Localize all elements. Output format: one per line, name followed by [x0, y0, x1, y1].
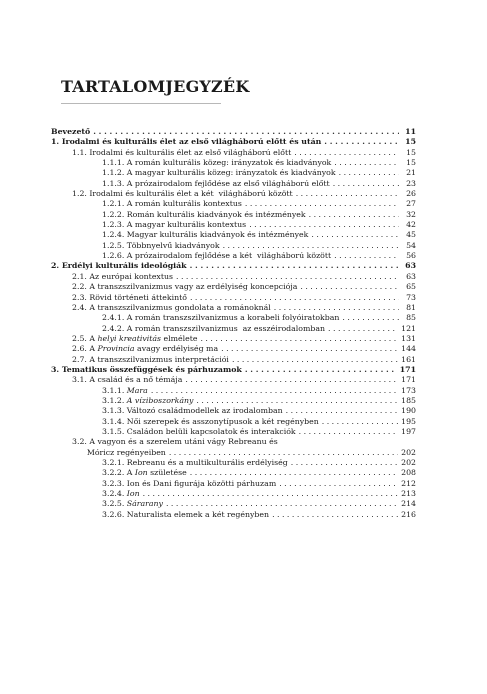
toc-leader-dots: [299, 427, 398, 437]
toc-entry[interactable]: [51, 127, 416, 137]
toc-page-number: 202: [401, 447, 416, 457]
toc-entry-title: [102, 386, 148, 396]
toc-entry-title-part: 3.1.2.: [102, 395, 127, 405]
toc-leader-dots: [190, 293, 399, 303]
toc-entry-title: 2.3. Rövid történeti áttekintő: [72, 292, 187, 302]
toc-page-number: 185: [401, 395, 416, 405]
toc-entry[interactable]: [51, 499, 416, 509]
toc-page-number: 213: [401, 489, 416, 499]
toc-entry[interactable]: [51, 324, 416, 334]
toc-entry-title: 2.2. A transzszilvanizmus vagy az erdélyiség koncepciója: [72, 282, 298, 292]
toc-entry[interactable]: [51, 510, 416, 520]
toc-entry-title-italic: Provincia: [97, 344, 135, 354]
toc-page-number: 85: [406, 313, 416, 323]
toc-entry-title-part: 3.2.2. A: [102, 468, 135, 478]
toc-leader-dots: [339, 168, 399, 178]
toc-entry-title-italic: helyi kreativitás: [97, 333, 161, 343]
toc-entry[interactable]: [51, 479, 416, 489]
toc-page-number: 144: [401, 344, 416, 354]
toc-entry-title: 1.2.6. A prózairodalom fejlődése a két világháború között: [102, 251, 332, 261]
toc-leader-dots: [274, 303, 399, 313]
toc-entry-title-italic: A víziboszorkány: [126, 395, 194, 405]
toc-entry[interactable]: [51, 137, 416, 147]
toc-page-number: 56: [406, 251, 416, 261]
toc-entry-title-italic: Sárarany: [126, 499, 163, 509]
toc-leader-dots: [309, 210, 399, 220]
toc-entry-title: [72, 334, 197, 344]
toc-entry[interactable]: [51, 406, 416, 416]
toc-leader-dots: [245, 199, 399, 209]
toc-entry-title: 3. Tematikus összefüggések és párhuzamok: [51, 364, 242, 374]
toc-entry[interactable]: [51, 230, 416, 240]
toc-entry-title: 3.1. A család és a nő témája: [72, 375, 183, 385]
toc-entry-title: 2. Erdélyi kulturális ideológiák: [51, 261, 187, 271]
toc-leader-dots: [279, 479, 398, 489]
toc-page-number: 73: [406, 292, 416, 302]
toc-entry-title: [102, 489, 140, 499]
toc-leader-dots: [232, 355, 398, 365]
toc-entry-title: 1.2.2. Román kulturális kiadványok és intézmények: [102, 209, 306, 219]
toc-leader-dots: [166, 499, 398, 509]
toc-leader-dots: [190, 261, 399, 271]
toc-leader-dots: [176, 272, 399, 282]
toc-page-number: 23: [406, 178, 416, 188]
toc-entry[interactable]: [51, 417, 416, 427]
toc-entry[interactable]: [51, 220, 416, 230]
toc-page-number: 45: [406, 230, 416, 240]
toc-leader-dots: [334, 251, 399, 261]
toc-leader-dots: [151, 386, 398, 396]
toc-entry[interactable]: [51, 282, 416, 292]
toc-page-number: 212: [401, 478, 416, 488]
toc-entry-title-italic: Ion: [126, 489, 140, 499]
toc-entry-title-part: 2.6. A: [72, 344, 98, 354]
toc-entry-title-part: 2.5. A: [72, 333, 98, 343]
toc-leader-dots: [196, 396, 398, 406]
toc-entry-title: 2.4.2. A román transzszilvanizmus az esszéirodalomban: [102, 323, 326, 333]
toc-leader-dots: [272, 510, 398, 520]
toc-entry-title: 1.2.5. Többnyelvű kiadványok: [102, 240, 220, 250]
toc-leader-dots: [324, 137, 399, 147]
toc-entry[interactable]: [51, 241, 416, 251]
title-divider: [61, 103, 221, 104]
toc-page-number: 15: [406, 158, 416, 168]
toc-leader-dots: [294, 148, 399, 158]
toc-page-number: 131: [401, 333, 416, 343]
toc-entry-title: 1.1.1. A román kulturális közeg: irányzatok és kiadványok: [102, 158, 332, 168]
toc-leader-dots: [143, 489, 399, 499]
toc-leader-dots: [169, 448, 398, 458]
toc-entry[interactable]: [51, 158, 416, 168]
toc-page-number: 216: [401, 509, 416, 519]
toc-entry-title: 2.7. A transzszilvanizmus interpretációi: [72, 354, 229, 364]
toc-leader-dots: [311, 230, 399, 240]
toc-entry-title: [72, 344, 218, 354]
toc-page-number: 65: [406, 282, 416, 292]
toc-leader-dots: [300, 282, 399, 292]
toc-entry-title-part: avagy erdélyiség ma: [134, 344, 219, 354]
toc-entry[interactable]: [51, 272, 416, 282]
toc-leader-dots: [334, 158, 399, 168]
toc-entry[interactable]: [51, 148, 416, 158]
page-title: TARTALOMJEGYZÉK: [61, 77, 250, 96]
toc-leader-dots: [221, 344, 398, 354]
toc-page-number: 27: [406, 199, 416, 209]
toc-page-number: 42: [406, 220, 416, 230]
toc-entry[interactable]: [51, 375, 416, 385]
toc-entry-title: 3.2.6. Naturalista elemek a két regényben: [102, 509, 270, 519]
toc-page-number: 32: [406, 209, 416, 219]
toc-page-number: 63: [405, 261, 416, 271]
toc-entry[interactable]: [51, 168, 416, 178]
toc-entry-title-italic: Mara: [126, 385, 148, 395]
toc-page-number: 15: [406, 147, 416, 157]
toc-entry[interactable]: [51, 386, 416, 396]
toc-page-number: 173: [401, 385, 416, 395]
toc-leader-dots: [296, 189, 399, 199]
toc-entry[interactable]: [51, 458, 416, 468]
toc-entry-title: 1.2.4. Magyar kulturális kiadványok és intézmények: [102, 230, 309, 240]
toc-page-number: 208: [401, 468, 416, 478]
toc-leader-dots: [342, 313, 399, 323]
toc-entry-title: [102, 396, 193, 406]
toc-entry-title: 1.1.3. A prózairodalom fejlődése az első világháború előtt: [102, 178, 330, 188]
toc-leader-dots: [245, 365, 397, 375]
toc-entry[interactable]: [51, 303, 416, 313]
toc-entry[interactable]: [51, 468, 416, 478]
toc-entry[interactable]: [51, 189, 416, 199]
toc-entry[interactable]: [51, 427, 416, 437]
toc-entry-title: 3.1.3. Változó családmodellek az irodalomban: [102, 406, 283, 416]
toc-page-number: 54: [406, 240, 416, 250]
toc-leader-dots: [286, 406, 398, 416]
table-of-contents: [51, 127, 416, 520]
toc-entry-title: [102, 499, 163, 509]
toc-leader-dots: [328, 324, 398, 334]
toc-entry-title-part: elmélete: [161, 333, 198, 343]
toc-entry[interactable]: [51, 293, 416, 303]
toc-page-number: 26: [406, 189, 416, 199]
toc-entry-title: 1.2.3. A magyar kulturális kontextus: [102, 220, 247, 230]
toc-page-number: 21: [406, 168, 416, 178]
toc-page-number: 81: [406, 302, 416, 312]
toc-page-number: 171: [399, 364, 416, 374]
toc-entry-title: 2.4.1. A román transzszilvanizmus a korabeli folyóiratokban: [102, 313, 340, 323]
toc-page-number: 121: [401, 323, 416, 333]
toc-page-number: 15: [405, 137, 416, 147]
toc-entry[interactable]: [51, 437, 416, 447]
toc-page-number: 171: [401, 375, 416, 385]
toc-entry[interactable]: [51, 199, 416, 209]
toc-entry-title: 1.2. Irodalmi és kulturális élet a két világháború között: [72, 189, 293, 199]
toc-entry-title: Bevezető: [51, 127, 91, 136]
toc-entry[interactable]: [51, 396, 416, 406]
toc-entry[interactable]: [51, 251, 416, 261]
toc-entry-title: 1.1. Irodalmi és kulturális élet az első világháború előtt: [72, 147, 292, 157]
toc-entry-title-part: 3.2.4.: [102, 489, 127, 499]
toc-leader-dots: [93, 127, 399, 137]
toc-entry-title: 1.1.2. A magyar kulturális közeg: irányzatok és kiadványok: [102, 168, 336, 178]
toc-leader-dots: [249, 220, 399, 230]
toc-entry-title: Móricz regényeiben: [72, 447, 166, 457]
toc-page-number: 11: [405, 127, 416, 136]
toc-entry-title: 3.1.5. Családon belüli kapcsolatok és interakciók: [102, 426, 296, 436]
toc-entry-title: 3.1.4. Női szerepek és asszonytípusok a két regényben: [102, 416, 319, 426]
toc-entry[interactable]: [51, 365, 416, 375]
toc-entry[interactable]: [51, 334, 416, 344]
toc-entry[interactable]: [51, 489, 416, 499]
toc-leader-dots: [322, 417, 398, 427]
toc-entry[interactable]: [51, 179, 416, 189]
toc-entry[interactable]: [51, 313, 416, 323]
toc-entry[interactable]: [51, 344, 416, 354]
toc-leader-dots: [291, 458, 398, 468]
toc-entry[interactable]: [51, 355, 416, 365]
toc-entry-title: 3.2. A vagyon és a szerelem utáni vágy Rebreanu és: [72, 437, 278, 447]
toc-entry-title-part: 3.2.5.: [102, 499, 127, 509]
toc-page-number: 202: [401, 458, 416, 467]
toc-leader-dots: [190, 468, 398, 478]
toc-entry[interactable]: [51, 261, 416, 271]
toc-entry-title: [102, 468, 187, 478]
toc-page-number: 197: [401, 426, 416, 436]
toc-page-number: 190: [401, 406, 416, 416]
toc-entry-title: 1. Irodalmi és kulturális élet az első világháború előtt és után: [51, 137, 322, 147]
toc-leader-dots: [223, 241, 399, 251]
toc-entry[interactable]: [51, 210, 416, 220]
toc-leader-dots: [333, 179, 399, 189]
toc-entry-title: 3.2.3. Ion és Dani figurája közötti párhuzam: [102, 478, 277, 488]
toc-entry-title-part: születése: [147, 468, 187, 478]
toc-page-number: 214: [401, 499, 416, 509]
toc-leader-dots: [185, 375, 398, 385]
toc-page-number: 195: [401, 416, 416, 426]
toc-leader-dots: [200, 334, 398, 344]
toc-entry-title: 1.2.1. A román kulturális kontextus: [102, 199, 242, 209]
toc-page-number: 161: [401, 354, 416, 364]
toc-entry-title: 2.4. A transzszilvanizmus gondolata a románoknál: [72, 302, 271, 312]
toc-page-number: 63: [406, 271, 416, 281]
toc-entry-title-part: 3.1.1.: [102, 385, 127, 395]
toc-entry-title-italic: Ion: [134, 468, 148, 478]
toc-entry-title: 3.2.1. Rebreanu és a multikulturális erdélyiség: [102, 458, 288, 467]
toc-entry[interactable]: [51, 448, 416, 458]
toc-entry-title: 2.1. Az európai kontextus: [72, 271, 173, 281]
